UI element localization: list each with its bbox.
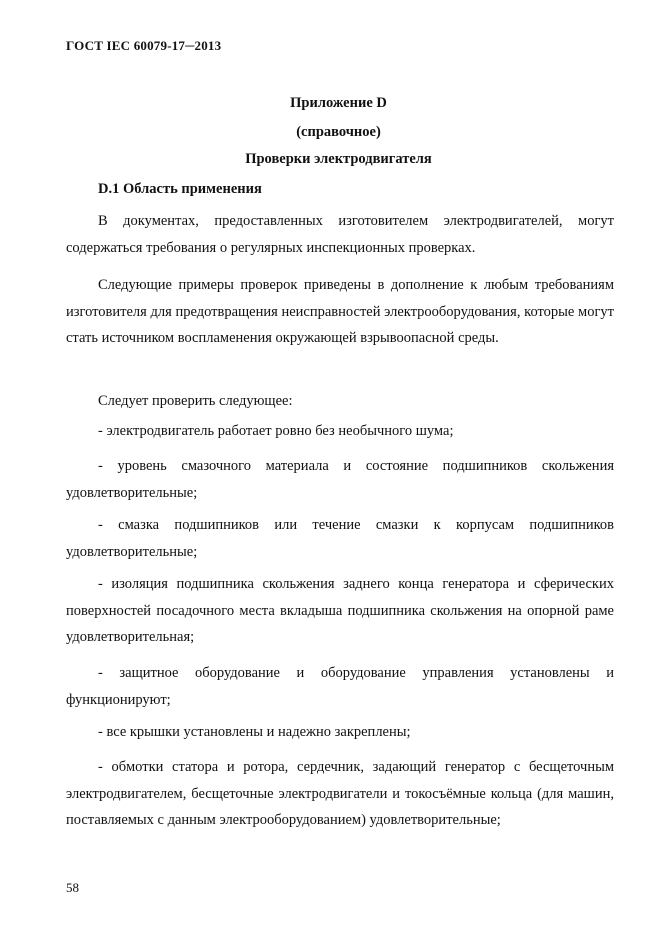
page-number: 58: [66, 880, 79, 895]
section-title: D.1 Область применения: [98, 181, 262, 197]
checklist-item: - обмотки статора и ротора, сердечник, задающий генератор с бесщеточным электродвигателем, бесщеточные электродвигатели и токосъёмные кольца (для машин, поставляемых с данным электрооборудованием) удовлетворительные;: [66, 759, 614, 828]
appendix-title: Приложение D: [290, 95, 387, 111]
appendix-status: (справочное): [296, 124, 381, 140]
paragraph-purpose: Следующие примеры проверок приведены в дополнение к любым требованиям изготовителя для предотвращения неисправностей электрооборудования, которые могут стать источником воспламенения окружающей взрывоопасной среды.: [66, 277, 614, 346]
checklist-item: - все крышки установлены и надежно закреплены;: [98, 724, 411, 740]
checklist-item: - электродвигатель работает ровно без необычного шума;: [98, 423, 454, 439]
document-header: ГОСТ IEC 60079-17─2013: [66, 38, 222, 53]
paragraph-intro: В документах, предоставленных изготовителем электродвигателей, могут содержаться требования о регулярных инспекционных проверках.: [66, 213, 614, 256]
paragraph-checklist-lead: Следует проверить следующее:: [98, 393, 293, 409]
checklist-item: - изоляция подшипника скольжения заднего конца генератора и сферических поверхностей посадочного места вкладыша подшипника скольжения на опорной раме удовлетворительная;: [66, 576, 614, 645]
checklist-item: - защитное оборудование и оборудование управления установлены и функционируют;: [66, 665, 614, 708]
checklist-item: - смазка подшипников или течение смазки к корпусам подшипников удовлетворительные;: [66, 517, 614, 560]
checklist-item: - уровень смазочного материала и состояние подшипников скольжения удовлетворительные;: [66, 458, 614, 501]
appendix-subject: Проверки электродвигателя: [245, 151, 432, 167]
